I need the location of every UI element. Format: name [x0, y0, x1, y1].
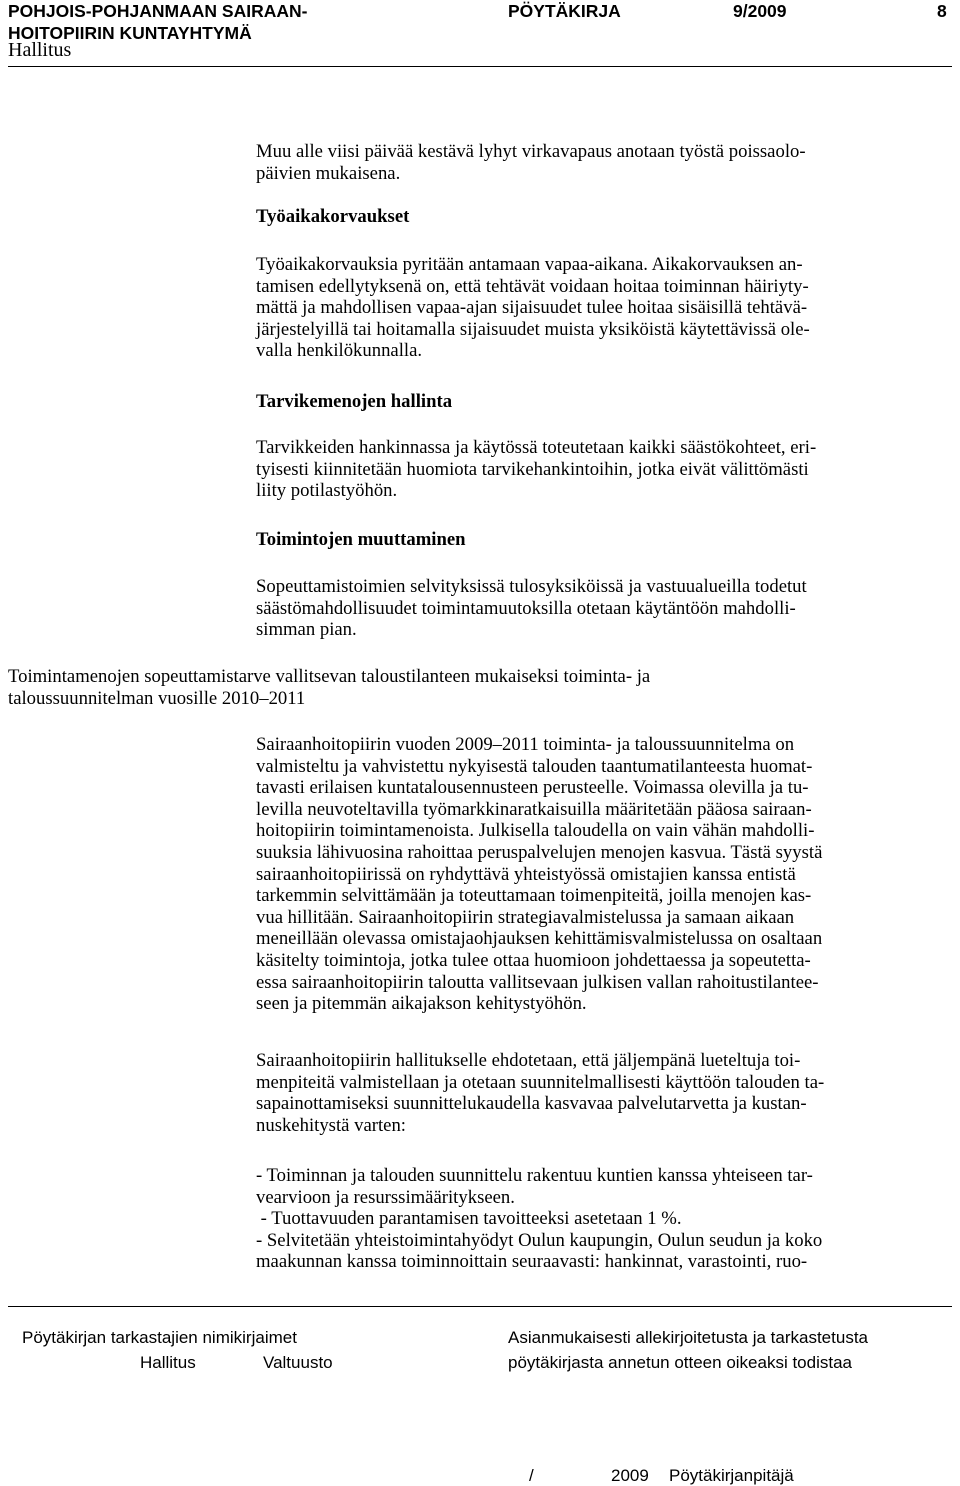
text-line: seen ja pitemmän aikajakson kehitystyöhön. [256, 993, 587, 1015]
text-line: simman pian. [256, 619, 357, 641]
measures-list [256, 1165, 950, 1273]
text-line: levilla neuvoteltavilla työmarkkinaratkaisuilla määritetään pääosa sairaan- [256, 798, 812, 820]
initials-label: Pöytäkirjan tarkastajien nimikirjaimet [22, 1328, 297, 1347]
text-line: meneillään olevassa omistajaohjauksen kehittämisvalmistelussa on osaltaan [256, 928, 823, 950]
certification-line2: pöytäkirjasta annetun otteen oikeaksi todistaa [508, 1353, 853, 1372]
section-title [8, 666, 938, 709]
initials-column-council: Valtuusto [263, 1353, 333, 1372]
text-line: Sairaanhoitopiirin hallitukselle ehdotetaan, että jäljempänä lueteltuja toi- [256, 1050, 801, 1071]
paragraph-work-time [256, 254, 950, 362]
text-line: Tarvikkeiden hankinnassa ja käytössä toteutetaan kaikki säästökohteet, eri- [256, 437, 817, 458]
text-line: käsitelty toimintoja, jotka tulee ottaa huomioon johdettaessa ja sopeutetta- [256, 949, 811, 971]
paragraph-proposal [256, 1050, 950, 1136]
date-slash: / [529, 1466, 534, 1485]
paragraph-operations [256, 576, 950, 641]
minutes-keeper-label: Pöytäkirjanpitäjä [669, 1466, 794, 1485]
text-line: sairaanhoitopiirissä on ryhdyttävä yhteistyössä omistajien kanssa entistä [256, 863, 796, 885]
text-line: valla henkilökunnalla. [256, 340, 423, 362]
heading-supply-costs: Tarvikemenojen hallinta [256, 391, 453, 412]
organization-name-line2: HOITOPIIRIN KUNTAYHTYMÄ [8, 23, 252, 43]
text-line: liity potilastyöhön. [256, 480, 398, 502]
certification-line1: Asianmukaisesti allekirjoitetusta ja tarkastetusta [508, 1328, 868, 1347]
text-line: valmisteltu ja vahvistettu nykyisestä talouden taantumatilanteesta huomat- [256, 755, 813, 777]
text-line: tavasti erilaisen kuntatalousennusteen perusteelle. Voimassa olevilla ja tu- [256, 777, 809, 799]
text-line: tarkemmin selvittämään ja toteuttamaan toimenpiteitä, joilla menojen kas- [256, 885, 812, 907]
text-line: essa sairaanhoitopiirin taloutta vallitsevaan julkisen vallan rahoitustilantee- [256, 971, 819, 993]
page-number: 8 [937, 1, 947, 21]
initials-column-board: Hallitus [140, 1353, 196, 1372]
organization-name-line1: POHJOIS-POHJANMAAN SAIRAAN- [8, 1, 308, 21]
list-item: - Toiminnan ja talouden suunnittelu rakentuu kuntien kanssa yhteiseen tar- [256, 1165, 813, 1186]
text-line: Sopeuttamistoimien selvityksissä tulosyksiköissä ja vastuualueilla todetut [256, 576, 807, 597]
footer-divider [8, 1306, 952, 1307]
document-type: PÖYTÄKIRJA [508, 1, 621, 21]
document-number: 9/2009 [733, 1, 787, 21]
paragraph-economic-plan [256, 734, 950, 1015]
text-line: nuskehitystä varten: [256, 1114, 406, 1136]
section-title-line1: Toimintamenojen sopeuttamistarve vallitsevan taloustilanteen mukaiseksi toiminta- ja [8, 666, 651, 687]
heading-operations-change: Toimintojen muuttaminen [256, 529, 466, 550]
list-item: vearvioon ja resurssimääritykseen. [256, 1186, 515, 1208]
paragraph-supplies [256, 437, 950, 502]
list-item: - Tuottavuuden parantamisen tavoitteeksi asetetaan 1 %. [256, 1208, 682, 1230]
text-line: Sairaanhoitopiirin vuoden 2009–2011 toiminta- ja taloussuunnitelma on [256, 734, 795, 755]
paragraph-leave [256, 141, 950, 184]
signature-year: 2009 [611, 1466, 649, 1485]
text-line: Työaikakorvauksia pyritään antamaan vapaa-aikana. Aikakorvauksen an- [256, 254, 803, 275]
text-line: hoitopiirin toimintamenoista. Julkisella taloudella on vain vähän mahdolli- [256, 820, 815, 842]
text-line: tyisesti kiinnitetään huomiota tarvikehankintoihin, jotka eivät välittömästi [256, 458, 809, 480]
text-line: päivien mukaisena. [256, 162, 401, 184]
text-line: vua hillitään. Sairaanhoitopiirin strategiavalmistelussa ja samaan aikaan [256, 906, 795, 928]
text-line: mättä ja mahdollisen vapaa-ajan sijaisuudet tulee hoitaa sisäisillä tehtävä- [256, 297, 808, 319]
text-line: sapainottamiseksi suunnittelukaudella kasvavaa palvelutarvetta ja kustan- [256, 1093, 807, 1115]
list-item: - Selvitetään yhteistoimintahyödyt Oulun kaupungin, Oulun seudun ja koko [256, 1229, 823, 1251]
text-line: järjestelyillä tai hoitamalla sijaisuudet muista yksiköistä käytettävissä ole- [256, 318, 810, 340]
text-line: suuksia lähivuosina rahoittaa peruspalvelujen menojen kasvua. Tästä syystä [256, 841, 823, 863]
text-line: menpiteitä valmistellaan ja otetaan suunnitelmallisesti käyttöön talouden ta- [256, 1071, 825, 1093]
text-line: tamisen edellytyksenä on, että tehtävät voidaan hoitaa toiminnan häiriyty- [256, 275, 809, 297]
heading-work-time-compensation: Työaikakorvaukset [256, 206, 410, 227]
text-line: Muu alle viisi päivää kestävä lyhyt virkavapaus anotaan työstä poissaolo- [256, 141, 806, 162]
text-line: säästömahdollisuudet toimintamuutoksilla otetaan käytäntöön mahdolli- [256, 597, 796, 619]
board-name: Hallitus [8, 39, 72, 61]
header-divider [8, 66, 952, 67]
section-title-line2: taloussuunnitelman vuosille 2010–2011 [8, 687, 306, 709]
list-item: maakunnan kanssa toiminnoittain seuraavasti: hankinnat, varastointi, ruo- [256, 1251, 808, 1273]
